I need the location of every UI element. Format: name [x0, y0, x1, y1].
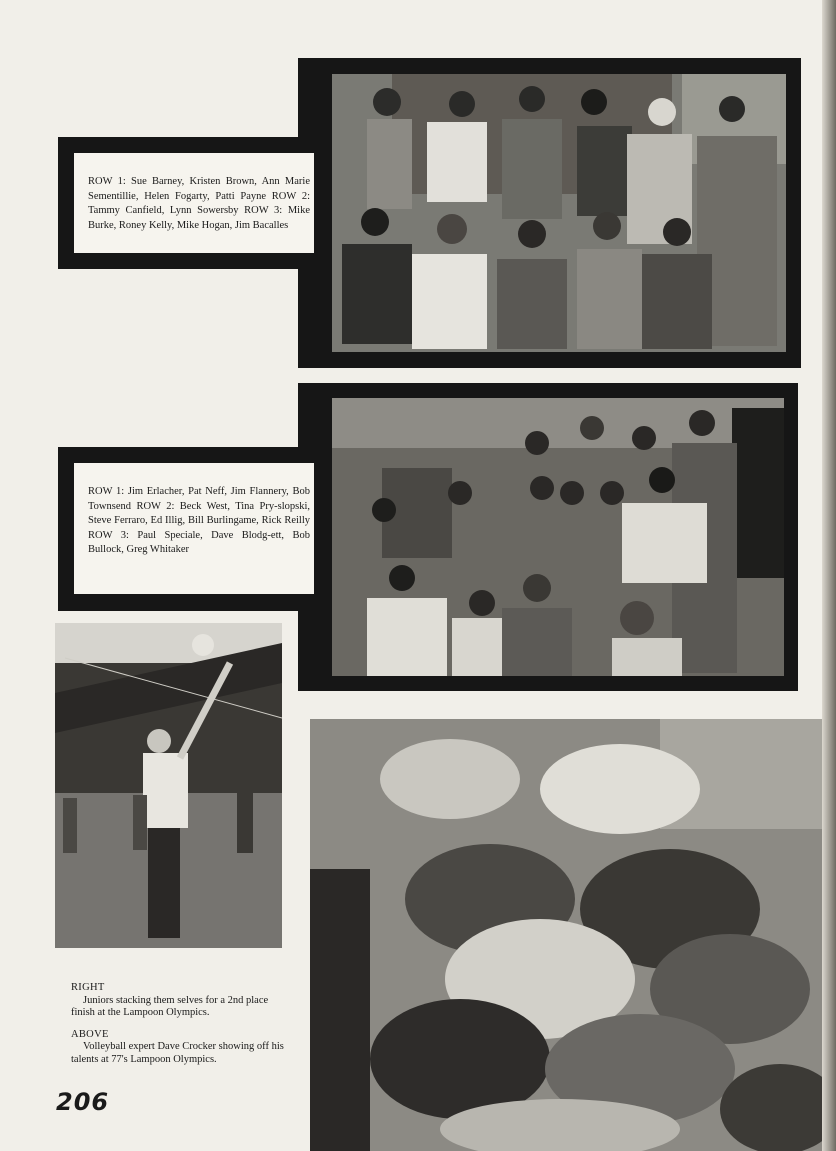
caption-above-text: Volleyball expert Dave Crocker showing off his talents at 77's Lampoon Olympics.: [71, 1041, 284, 1065]
stacking-photo: [310, 719, 822, 1151]
group-caption-1: [74, 153, 314, 253]
caption-above-heading: ABOVE: [71, 1028, 109, 1040]
group-caption-2-text: ROW 1: Jim Erlacher, Pat Neff, Jim Flannery, Bob Townsend ROW 2: Beck West, Tina Pry-slopski, Steve Ferraro, Ed Illig, Bill Burlingame, Rick Reilly ROW 3: Paul Speciale, Dave Blodg-ett, Bob Bullock, Greg Whitaker: [88, 486, 310, 555]
group-caption-1-text: ROW 1: Sue Barney, Kristen Brown, Ann Marie Sementillie, Helen Fogarty, Patti Payne ROW 2: Tammy Canfield, Lynn Sowersby ROW 3: Mike Burke, Roney Kelly, Mike Hogan, Jim Bacalles: [88, 176, 310, 231]
caption-right-text: Juniors stacking them selves for a 2nd place finish at the Lampoon Olympics.: [71, 994, 269, 1018]
group-photo-1: [332, 74, 786, 352]
photo-captions: [71, 982, 291, 1075]
group-photo-2: [332, 398, 784, 676]
page-number: 206: [56, 1088, 110, 1116]
caption-right-heading: RIGHT: [71, 982, 105, 993]
group-caption-2: [74, 463, 314, 594]
page-edge: [822, 0, 836, 1151]
volleyball-photo: [55, 623, 282, 948]
